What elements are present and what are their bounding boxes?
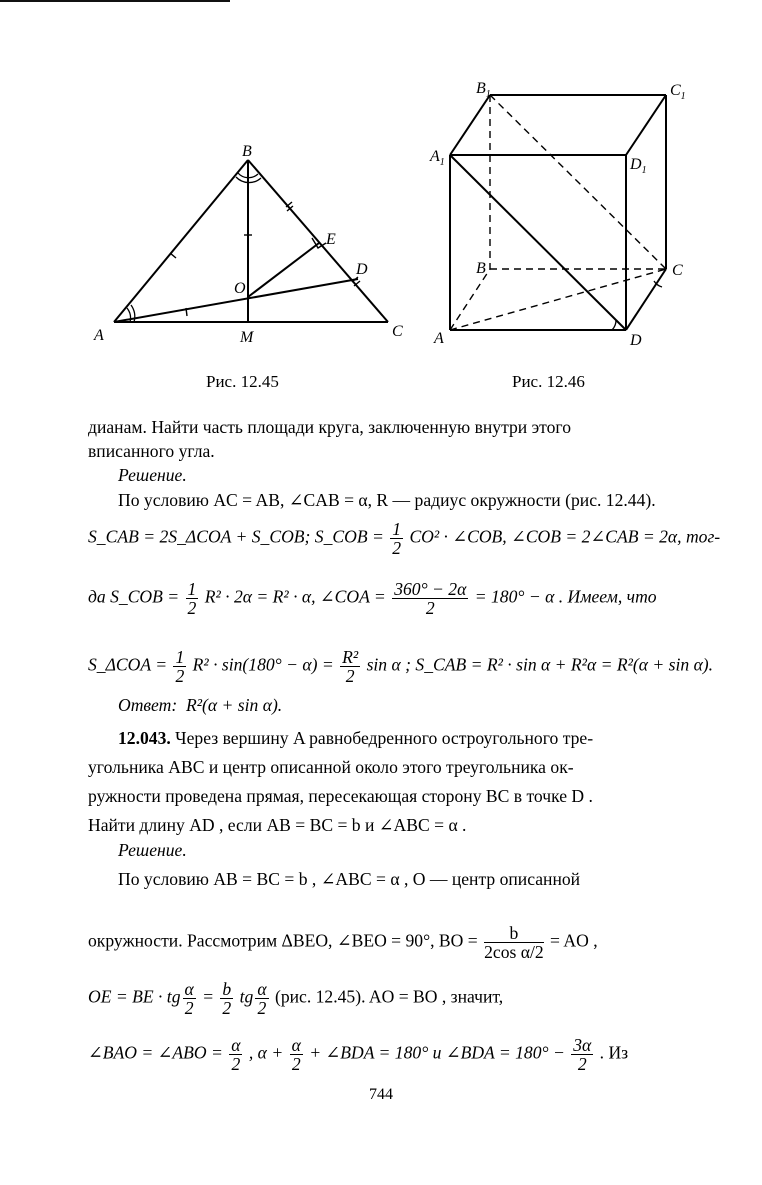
label-d: D [356, 261, 368, 278]
text-line: Найти длину AD , если AB = BC = b и ∠ABC = α . [88, 815, 467, 835]
text-line: угольника ABC и центр описанной около этого треугольника ок- [88, 757, 574, 777]
line-oe [248, 243, 319, 297]
caption-12-46: Рис. 12.46 [512, 372, 585, 391]
figure-12-45 [90, 140, 410, 350]
page-number: 744 [369, 1086, 393, 1103]
label-a1: $A_1$ [430, 148, 445, 168]
fraction: $\frac{\alpha}{2}$ [291, 1035, 301, 1074]
solution-label: Решение. [118, 465, 187, 485]
formula-line: S_CAB = 2S_ΔCOA + S_COB; S_COB = $\frac{1}{2}$ CO² · ∠COB, ∠COB = 2∠CAB = 2α, тог- [88, 519, 721, 558]
top-rule [0, 0, 230, 2]
label-a: A [94, 327, 104, 344]
answer-line: Ответ: R²(α + sin α). [118, 695, 283, 715]
label-a: A [434, 330, 444, 347]
label-o: O [234, 280, 246, 297]
label-b1: $B_1$ [476, 80, 491, 100]
formula-line: ∠BAO = ∠ABO = $\frac{\alpha}{2}$ , α + $\frac{\alpha}{2}$ + ∠BDA = 180° и ∠BDA = 180° − $\frac{3\alpha}{2}$ . Из [88, 1035, 629, 1074]
formula-line: окружности. Рассмотрим ΔBEO, ∠BEO = 90°, BO = $\frac{b}{\text{2cos α/2}}$ = AO , [88, 923, 598, 962]
fraction: $\frac{360^\circ - 2\alpha}{2}$ [394, 579, 467, 618]
fraction: $\frac{1}{2}$ [392, 519, 402, 558]
label-d1: $D_1$ [630, 156, 647, 176]
fraction: $\frac{\alpha}{2}$ [257, 979, 267, 1018]
fraction: $\frac{3\alpha}{2}$ [573, 1035, 592, 1074]
label-c: C [672, 262, 683, 279]
text-line: дианам. Найти часть площади круга, заключенную внутри этого [88, 417, 571, 437]
solution-label: Решение. [118, 840, 187, 860]
label-e: E [326, 231, 336, 248]
figure-12-46 [420, 75, 710, 350]
fraction: $\frac{1}{2}$ [175, 647, 185, 686]
text-line: ружности проведена прямая, пересекающая сторону BC в точке D . [88, 786, 593, 806]
fraction: $\frac{\alpha}{2}$ [184, 979, 194, 1018]
fraction: $\frac{1}{2}$ [187, 579, 197, 618]
fraction: $\frac{\text{R²}}{2}$ [342, 647, 359, 686]
diagonal-a1-d [450, 155, 626, 330]
side-bc [248, 160, 388, 322]
text-line: вписанного угла. [88, 441, 215, 461]
text-line: По условию AB = BC = b , ∠ABC = α , O — центр описанной [118, 869, 581, 889]
formula-line: S_ΔCOA = $\frac{1}{2}$ R² · sin(180° − α) = $\frac{\text{R²}}{2}$ sin α ; S_CAB = R² · sin α + R²α = R²(α + sin α). [88, 647, 714, 686]
formula-line: OE = BE · tg $\frac{\alpha}{2}$ = $\frac{b}{2}$ tg $\frac{\alpha}{2}$ (рис. 12.45). AO = BO , значит, [88, 979, 504, 1018]
label-c1: $C_1$ [670, 82, 686, 102]
side-ab [114, 160, 248, 322]
fraction: $\frac{b}{2}$ [222, 979, 232, 1018]
caption-12-45: Рис. 12.45 [206, 372, 279, 391]
label-b: B [242, 143, 252, 160]
formula-line: да S_COB = $\frac{1}{2}$ R² · 2α = R² · α, ∠COA = $\frac{360^\circ - 2\alpha}{2}$ = 180° − α . Имеем, что [88, 579, 657, 618]
text-line: По условию AC = AB, ∠CAB = α, R — радиус окружности (рис. 12.44). [118, 490, 656, 510]
label-b: B [476, 260, 486, 277]
label-d: D [630, 332, 642, 349]
problem-line: 12.043. Через вершину A равнобедренного остроугольного тре- [118, 728, 594, 748]
label-c: C [392, 323, 403, 340]
fraction: $\frac{\alpha}{2}$ [231, 1035, 241, 1074]
fraction: $\frac{b}{\text{2cos α/2}}$ [484, 923, 544, 962]
label-m: M [240, 329, 254, 346]
